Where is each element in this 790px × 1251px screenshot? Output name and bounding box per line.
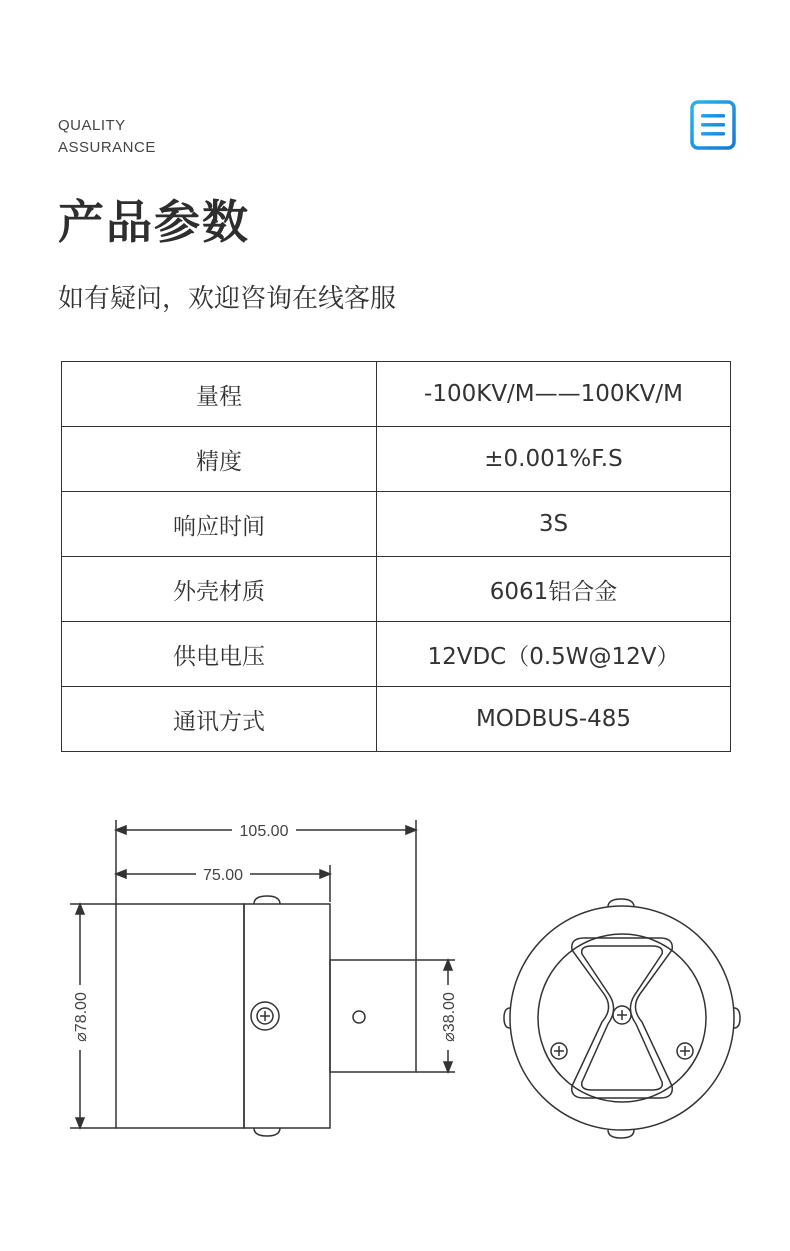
table-row — [62, 557, 731, 622]
quality-label-line2: ASSURANCE — [58, 139, 156, 156]
menu-list-icon[interactable] — [690, 100, 736, 150]
dim-connector-diameter: ⌀38.00 — [441, 992, 458, 1042]
spec-label: 外壳材质 — [62, 557, 377, 622]
spec-value: MODBUS-485 — [377, 687, 731, 752]
quality-label-line1: QUALITY — [58, 117, 126, 134]
spec-label: 精度 — [62, 427, 377, 492]
dim-body-diameter: ⌀78.00 — [73, 992, 90, 1042]
spec-label: 响应时间 — [62, 492, 377, 557]
page-title: 产品参数 — [58, 195, 250, 249]
quality-assurance-label — [58, 115, 156, 159]
technical-drawing — [50, 810, 750, 1150]
spec-value: -100KV/M——100KV/M — [377, 362, 731, 427]
table-row — [62, 427, 731, 492]
dim-total-length: 105.00 — [239, 823, 289, 840]
table-row — [62, 492, 731, 557]
dim-body-length: 75.00 — [202, 867, 244, 884]
spec-label: 通讯方式 — [62, 687, 377, 752]
spec-value: ±0.001%F.S — [377, 427, 731, 492]
spec-label: 供电电压 — [62, 622, 377, 687]
spec-value: 3S — [377, 492, 731, 557]
spec-value: 12VDC（0.5W@12V） — [377, 622, 731, 687]
spec-table — [61, 361, 731, 752]
table-row — [62, 687, 731, 752]
spec-label: 量程 — [62, 362, 377, 427]
spec-value: 6061铝合金 — [377, 557, 731, 622]
table-row — [62, 362, 731, 427]
table-row — [62, 622, 731, 687]
page-subtitle: 如有疑问，欢迎咨询在线客服 — [58, 284, 397, 314]
